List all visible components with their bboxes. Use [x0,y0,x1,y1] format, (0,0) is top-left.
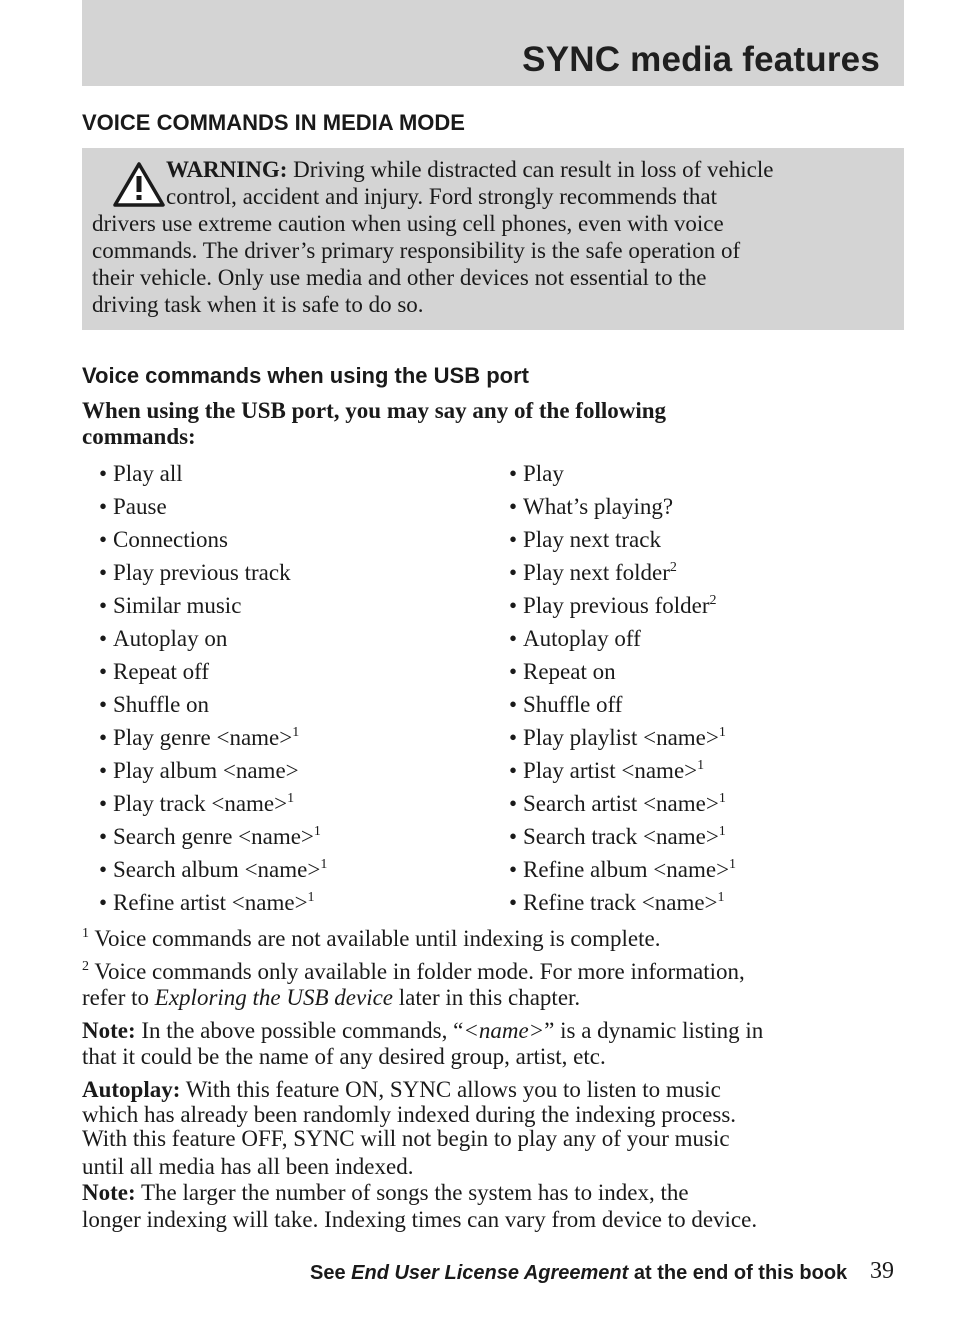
warning-line-5: their vehicle. Only use media and other devices not essential to the [92,265,707,290]
command-item [509,790,726,818]
footnote-2-line-1 [82,958,745,985]
autoplay-line-4: until all media has all been indexed. [82,1154,414,1179]
command-item [99,526,228,554]
bullet-icon: • [509,692,518,717]
command-text: Play [523,461,564,486]
command-text: Refine track <name> [523,890,718,915]
autoplay-line-2: which has already been randomly indexed during the indexing process. [82,1102,737,1127]
command-text: Play previous folder [523,593,710,618]
bullet-icon: • [99,791,108,816]
footnote-marker: 1 [718,725,726,740]
command-item [99,724,299,752]
footnote-marker: 2 [669,560,677,575]
bullet-icon: • [99,857,108,882]
command-text: Search genre <name> [113,824,314,849]
command-text: Play previous track [113,560,291,585]
footnote-1-marker: 1 [82,926,89,941]
bullet-icon: • [99,461,108,486]
bullet-icon: • [99,725,108,750]
note-1-label: Note: [82,1018,136,1043]
command-item [99,757,299,785]
command-item [509,658,616,686]
command-text: Autoplay on [113,626,228,651]
command-item [99,889,315,917]
page-number: 39 [870,1258,894,1284]
warning-line-2: control, accident and injury. Ford strongly recommends that [166,184,718,209]
bullet-icon: • [99,758,108,783]
command-item [99,625,227,653]
note-1-line-2: that it could be the name of any desired group, artist, etc. [82,1044,606,1069]
command-item [99,559,291,587]
intro-line-1: When using the USB port, you may say any of the following [82,398,667,423]
command-text: Connections [113,527,228,552]
autoplay-line-1 [82,1076,721,1103]
footnote-marker: 1 [292,725,300,740]
footnote-marker: 1 [718,824,726,839]
command-text: Play track <name> [113,791,288,816]
bullet-icon: • [99,494,108,519]
command-text: Search track <name> [523,824,719,849]
command-text: Play all [113,461,183,486]
command-item [509,889,725,917]
footnote-marker: 1 [718,791,726,806]
command-item [99,592,241,620]
bullet-icon: • [99,692,108,717]
command-text: Autoplay off [523,626,641,651]
bullet-icon: • [509,494,518,519]
note-1-line-1 [82,1017,763,1044]
command-text: Play album <name> [113,758,299,783]
footnote-marker: 1 [697,758,705,773]
intro-line-2: commands: [82,424,196,449]
bullet-icon: • [99,593,108,618]
bullet-icon: • [509,791,518,816]
autoplay-text-1: With this feature ON, SYNC allows you to listen to music [180,1077,721,1102]
footnote-marker: 2 [709,593,717,608]
footnote-marker: 1 [287,791,295,806]
footnote-1-text: Voice commands are not available until indexing is complete. [94,926,661,951]
command-text: Shuffle off [523,692,623,717]
bullet-icon: • [509,527,518,552]
command-text: Play next folder [523,560,670,585]
bullet-icon: • [509,725,518,750]
warning-line-3: drivers use extreme caution when using cell phones, even with voice [92,211,724,236]
bullet-icon: • [99,527,108,552]
bullet-icon: • [509,626,518,651]
footer-eula-note [310,1262,847,1285]
footer-rest: at the end of this book [628,1262,848,1284]
footnote-1 [82,925,660,952]
command-text: Play genre <name> [113,725,293,750]
footnote-marker: 1 [729,857,737,872]
command-item [509,823,726,851]
command-item [99,823,321,851]
command-text: Refine album <name> [523,857,730,882]
section-heading: VOICE COMMANDS IN MEDIA MODE [82,110,465,135]
command-item [509,724,726,752]
warning-line-4: commands. The driver’s primary responsibility is the safe operation of [92,238,741,263]
bullet-icon: • [509,461,518,486]
bullet-icon: • [99,659,108,684]
autoplay-line-3: With this feature OFF, SYNC will not begin to play any of your music [82,1126,730,1151]
bullet-icon: • [509,824,518,849]
bullet-icon: • [99,824,108,849]
bullet-icon: • [509,659,518,684]
command-text: Play next track [523,527,661,552]
bullet-icon: • [99,890,108,915]
command-text: Play playlist <name> [523,725,719,750]
note-2-line-2: longer indexing will take. Indexing times can vary from device to device. [82,1207,758,1232]
command-item [509,592,717,620]
footnote-2-text: Voice commands only available in folder mode. For more information, [94,959,745,984]
command-text: Search album <name> [113,857,321,882]
warning-line-6: driving task when it is safe to do so. [92,292,424,317]
command-item [99,790,294,818]
command-item [99,691,209,719]
command-text: Shuffle on [113,692,210,717]
command-text: Pause [113,494,167,519]
warning-triangle-icon [112,160,166,208]
bullet-icon: • [509,560,518,585]
command-item [509,625,641,653]
command-text: What’s playing? [523,494,674,519]
note-2-line-1 [82,1179,689,1206]
autoplay-label: Autoplay: [82,1077,181,1102]
bullet-icon: • [509,593,518,618]
command-item [99,460,183,488]
note-1-text-a: In the above possible commands, “ [135,1018,464,1043]
command-item [509,559,677,587]
command-text: Repeat off [113,659,210,684]
command-item [509,856,736,884]
header-band [82,0,904,86]
footnote-2-line-2 [82,984,580,1011]
warning-box [82,148,904,330]
bullet-icon: • [509,857,518,882]
command-text: Refine artist <name> [113,890,308,915]
command-item [509,691,622,719]
footnote-marker: 1 [313,824,321,839]
name-placeholder: <name> [463,1018,545,1043]
warning-text-1: Driving while distracted can result in loss of vehicle [293,157,774,182]
note-2-text-1: The larger the number of songs the system has to index, the [135,1180,689,1205]
bullet-icon: • [99,560,108,585]
command-item [509,757,704,785]
usb-device-reference: Exploring the USB device [154,985,394,1010]
command-text: Play artist <name> [523,758,698,783]
bullet-icon: • [509,758,518,783]
usb-commands-heading: Voice commands when using the USB port [82,363,529,388]
command-text: Repeat on [523,659,616,684]
warning-label: WARNING: [166,157,288,182]
footnote-marker: 1 [320,857,328,872]
note-1-text-b: ” is a dynamic listing in [544,1018,764,1043]
command-text: Search artist <name> [523,791,719,816]
bullet-icon: • [509,890,518,915]
command-item [99,493,167,521]
footer-eula-title: End User License Agreement [351,1262,629,1284]
command-item [509,460,564,488]
command-item [99,658,209,686]
warning-line-1 [166,156,773,183]
footnote-2-prefix: refer to [82,985,155,1010]
command-item [509,493,673,521]
command-text: Similar music [113,593,242,618]
note-2-label: Note: [82,1180,136,1205]
footer-see: See [310,1262,352,1284]
footnote-marker: 1 [307,890,315,905]
footnote-marker: 1 [717,890,725,905]
bullet-icon: • [99,626,108,651]
page-header-title: SYNC media features [522,40,880,79]
command-item [509,526,661,554]
command-item [99,856,327,884]
footnote-2-suffix: later in this chapter. [393,985,581,1010]
footnote-2-marker: 2 [82,959,89,974]
